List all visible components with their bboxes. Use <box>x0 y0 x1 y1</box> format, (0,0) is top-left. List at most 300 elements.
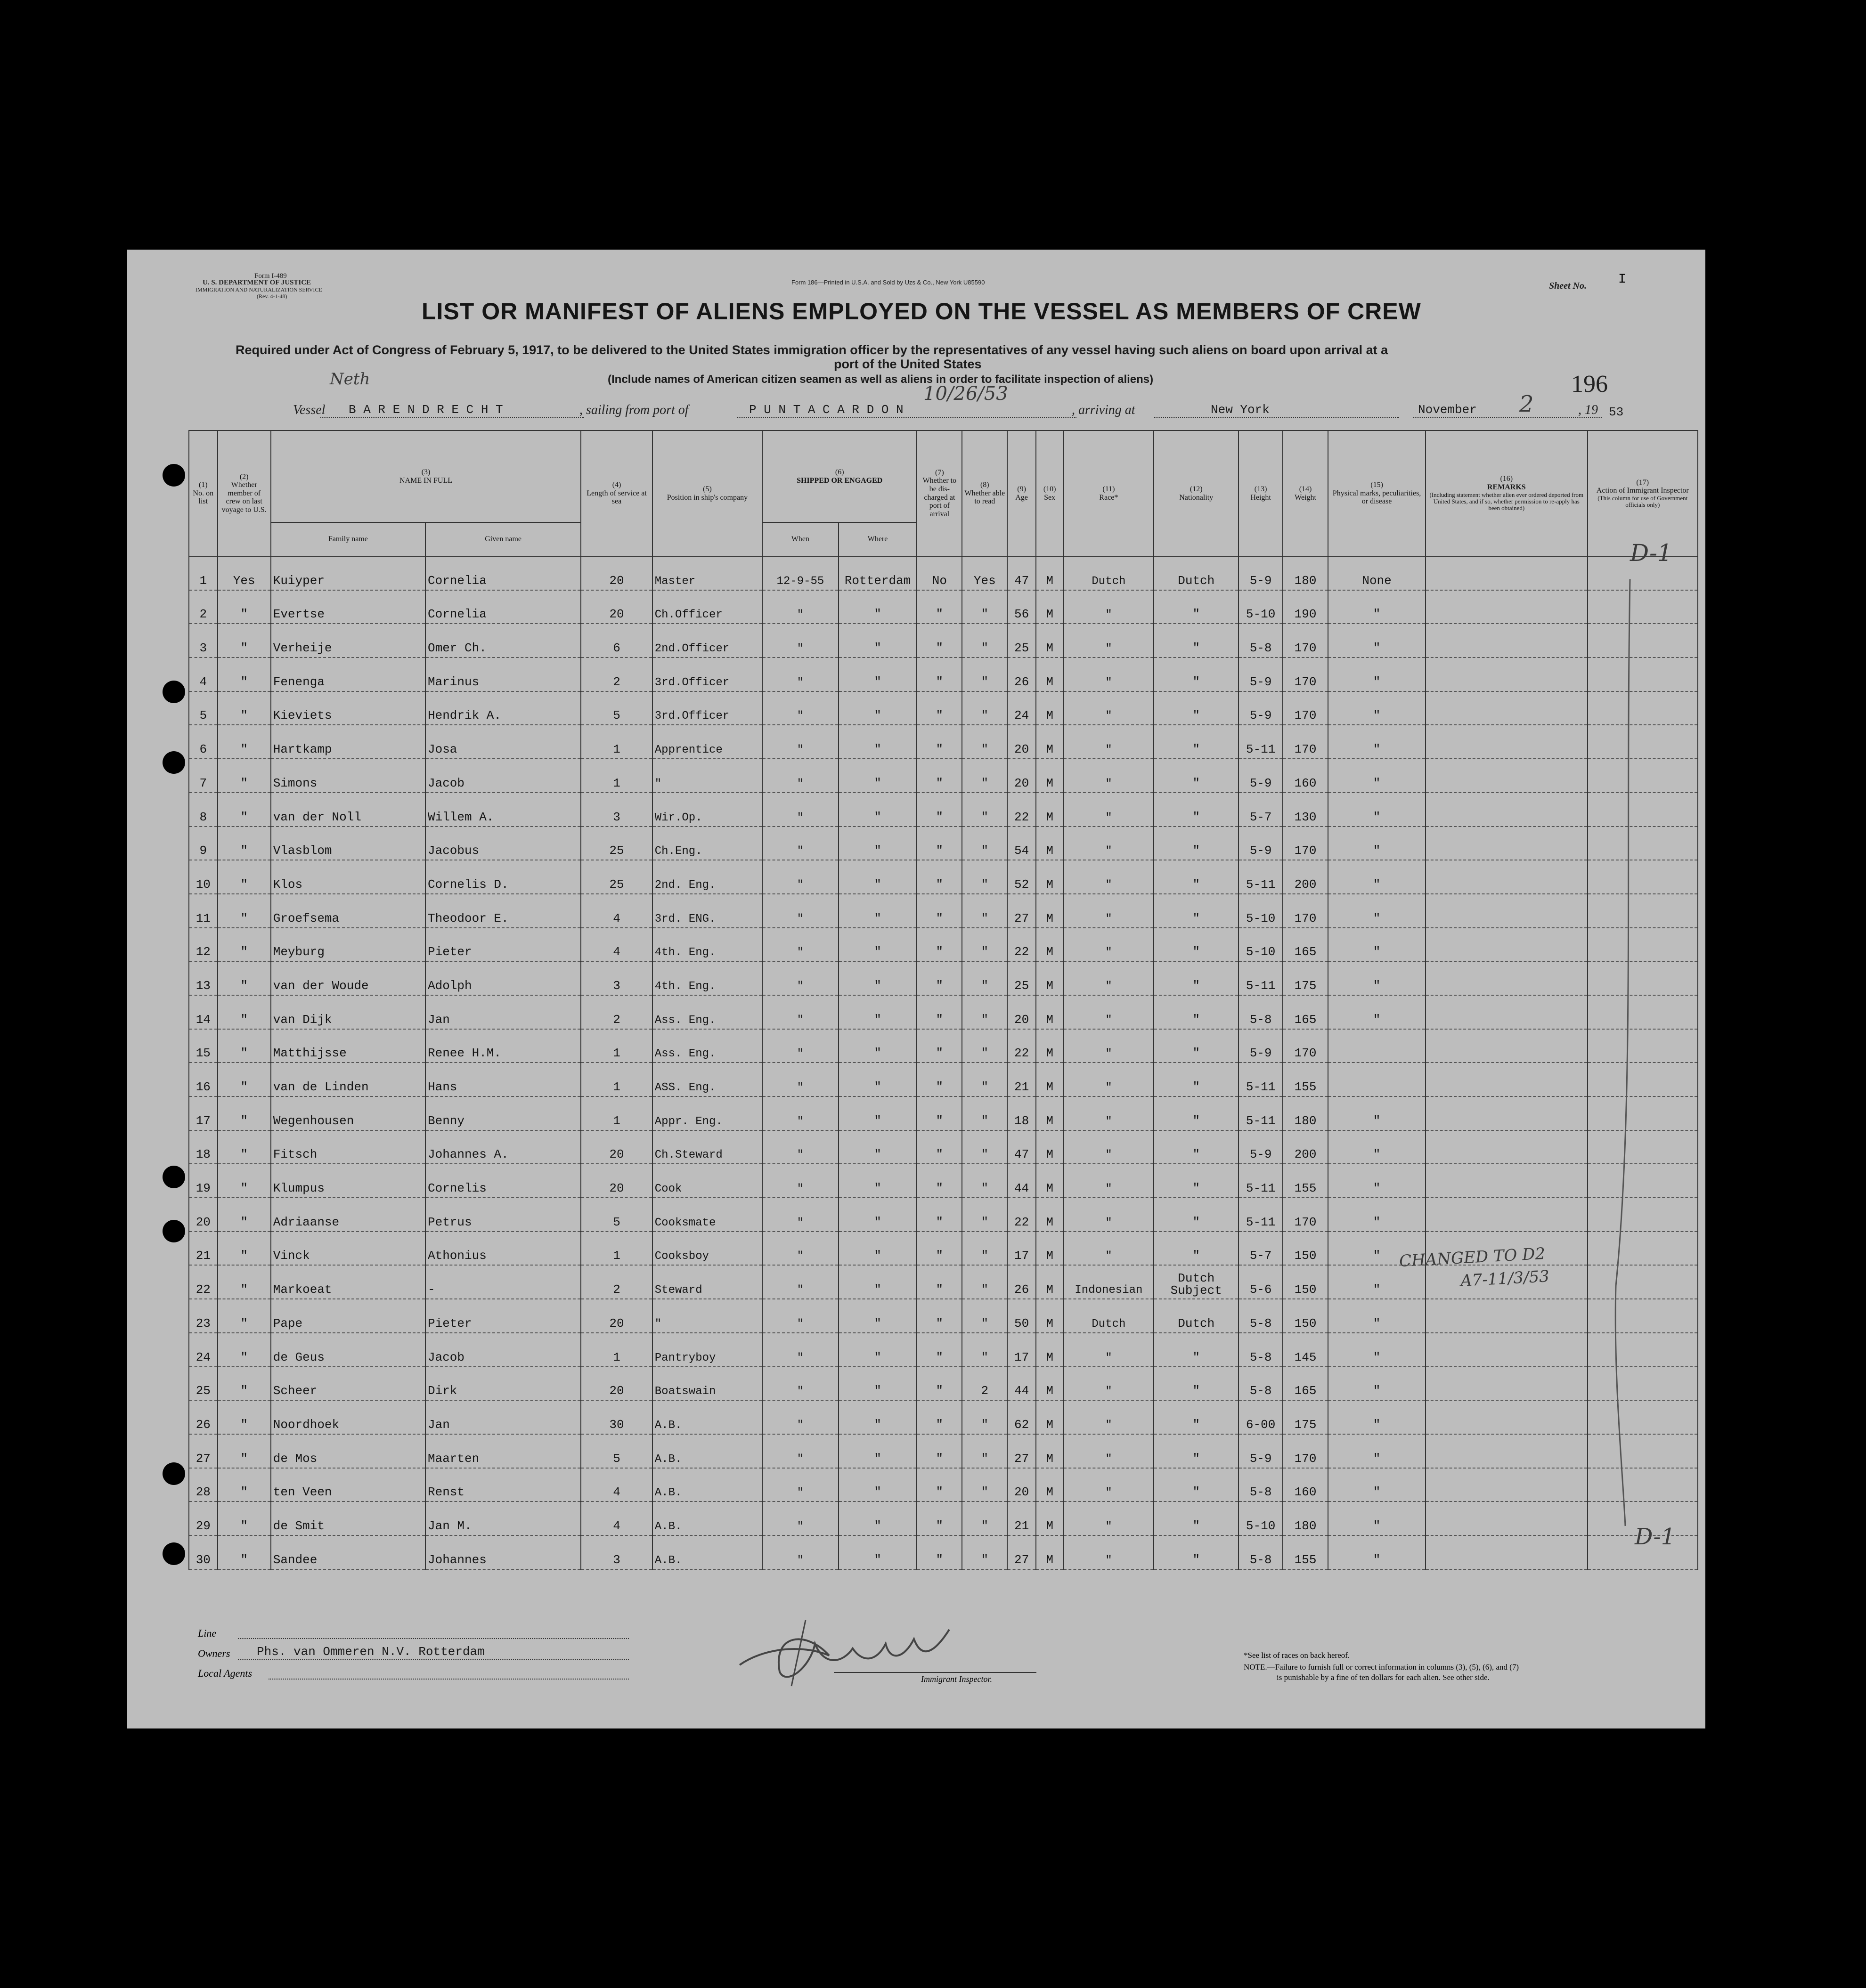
nationality-cell: " <box>1154 1501 1239 1535</box>
position-cell: 3rd.Officer <box>652 691 762 725</box>
shipped-where-cell: " <box>839 827 917 860</box>
binder-hole <box>163 464 185 487</box>
inspector-action-cell <box>1588 1063 1698 1096</box>
remarks-cell <box>1426 759 1587 793</box>
row-number-cell: 11 <box>189 894 218 928</box>
binder-hole <box>163 1220 185 1242</box>
nationality-cell: " <box>1154 793 1239 827</box>
discharged-cell: " <box>917 1130 962 1164</box>
col-header-name: (3) NAME IN FULL <box>271 430 581 522</box>
family-name-cell: Klumpus <box>271 1164 425 1198</box>
previous-voyage-cell: " <box>218 725 271 759</box>
shipped-when-cell: " <box>762 961 839 995</box>
sex-cell: M <box>1036 860 1064 894</box>
given-name-cell: Willem A. <box>425 793 581 827</box>
shipped-where-cell: " <box>839 928 917 962</box>
age-cell: 20 <box>1007 759 1036 793</box>
physical-marks-cell: " <box>1328 793 1426 827</box>
length-of-service-cell: 3 <box>581 793 652 827</box>
length-of-service-cell: 3 <box>581 961 652 995</box>
given-name-cell: Benny <box>425 1096 581 1130</box>
nationality-cell: " <box>1154 1164 1239 1198</box>
age-cell: 44 <box>1007 1367 1036 1401</box>
race-cell: " <box>1063 657 1154 691</box>
given-name-cell: Cornelia <box>425 556 581 590</box>
shipped-when-cell: " <box>762 759 839 793</box>
shipped-when-cell: " <box>762 1299 839 1333</box>
physical-marks-cell: " <box>1328 1299 1426 1333</box>
crew-row <box>189 759 1698 793</box>
physical-marks-cell: " <box>1328 827 1426 860</box>
previous-voyage-cell: " <box>218 1400 271 1434</box>
position-cell: A.B. <box>652 1535 762 1569</box>
shipped-when-cell: " <box>762 1096 839 1130</box>
race-cell: " <box>1063 624 1154 657</box>
able-to-read-cell: " <box>962 860 1007 894</box>
sex-cell: M <box>1036 827 1064 860</box>
race-cell: " <box>1063 1468 1154 1502</box>
sex-cell: M <box>1036 1333 1064 1367</box>
nationality-cell: " <box>1154 691 1239 725</box>
penalty-note-2: is punishable by a fine of ten dollars for each alien. See other side. <box>1277 1673 1490 1682</box>
crew-row <box>189 1029 1698 1063</box>
age-cell: 20 <box>1007 1468 1036 1502</box>
physical-marks-cell: None <box>1328 556 1426 590</box>
col-header-race: (11) Race* <box>1063 430 1154 556</box>
length-of-service-cell: 1 <box>581 1063 652 1096</box>
crew-row <box>189 624 1698 657</box>
shipped-where-cell: Rotterdam <box>839 556 917 590</box>
previous-voyage-cell: " <box>218 1265 271 1299</box>
row-number-cell: 7 <box>189 759 218 793</box>
physical-marks-cell <box>1328 1029 1426 1063</box>
family-name-cell: Simons <box>271 759 425 793</box>
given-name-cell: Johannes A. <box>425 1130 581 1164</box>
race-cell: " <box>1063 1232 1154 1266</box>
able-to-read-cell: " <box>962 928 1007 962</box>
weight-cell: 170 <box>1283 657 1328 691</box>
able-to-read-cell: " <box>962 1535 1007 1569</box>
shipped-where-cell: " <box>839 691 917 725</box>
previous-voyage-cell: " <box>218 1198 271 1232</box>
family-name-cell: Evertse <box>271 590 425 624</box>
form-number: Form I-489 <box>254 272 287 280</box>
age-cell: 17 <box>1007 1333 1036 1367</box>
shipped-when-cell: " <box>762 624 839 657</box>
inspector-action-cell <box>1588 894 1698 928</box>
shipped-when-cell: 12-9-55 <box>762 556 839 590</box>
inspector-action-cell <box>1588 827 1698 860</box>
remarks-cell <box>1426 793 1587 827</box>
crew-row <box>189 1400 1698 1434</box>
length-of-service-cell: 1 <box>581 1232 652 1266</box>
shipped-where-cell: " <box>839 860 917 894</box>
position-cell: Appr. Eng. <box>652 1096 762 1130</box>
nationality-cell: " <box>1154 624 1239 657</box>
age-cell: 54 <box>1007 827 1036 860</box>
length-of-service-cell: 4 <box>581 1468 652 1502</box>
length-of-service-cell: 1 <box>581 1096 652 1130</box>
row-number-cell: 2 <box>189 590 218 624</box>
shipped-when-cell: " <box>762 1063 839 1096</box>
height-cell: 5-11 <box>1239 961 1283 995</box>
physical-marks-cell: " <box>1328 1434 1426 1468</box>
physical-marks-cell: " <box>1328 961 1426 995</box>
length-of-service-cell: 1 <box>581 1333 652 1367</box>
length-of-service-cell: 1 <box>581 759 652 793</box>
sex-cell: M <box>1036 1096 1064 1130</box>
weight-cell: 170 <box>1283 894 1328 928</box>
inspector-action-bottom: D-1 <box>1635 1524 1676 1550</box>
race-cell: " <box>1063 995 1154 1029</box>
shipped-where-cell: " <box>839 1501 917 1535</box>
weight-cell: 190 <box>1283 590 1328 624</box>
subtitle-line-1: Required under Act of Congress of February 5, 1917, to be delivered to the United States immigration officer by the representatives of any vessel having such aliens on board upon arrival at a <box>236 343 1388 357</box>
nationality-cell: " <box>1154 961 1239 995</box>
position-cell: " <box>652 1299 762 1333</box>
race-cell: " <box>1063 725 1154 759</box>
race-cell: " <box>1063 793 1154 827</box>
height-cell: 5-10 <box>1239 1501 1283 1535</box>
weight-cell: 170 <box>1283 1198 1328 1232</box>
position-cell: 2nd.Officer <box>652 624 762 657</box>
shipped-where-cell: " <box>839 1164 917 1198</box>
inspector-action-cell <box>1588 1400 1698 1434</box>
family-name-cell: de Geus <box>271 1333 425 1367</box>
arriving-label: , arriving at <box>1072 403 1135 417</box>
length-of-service-cell: 20 <box>581 1130 652 1164</box>
shipped-when-cell: " <box>762 1501 839 1535</box>
position-cell: Ass. Eng. <box>652 995 762 1029</box>
given-name-cell: - <box>425 1265 581 1299</box>
row-number-cell: 13 <box>189 961 218 995</box>
weight-cell: 145 <box>1283 1333 1328 1367</box>
physical-marks-cell: " <box>1328 759 1426 793</box>
family-name-cell: Wegenhousen <box>271 1096 425 1130</box>
previous-voyage-cell: " <box>218 793 271 827</box>
shipped-where-cell: " <box>839 1096 917 1130</box>
sex-cell: M <box>1036 725 1064 759</box>
race-cell: Dutch <box>1063 556 1154 590</box>
race-cell: " <box>1063 1333 1154 1367</box>
family-name-cell: Adriaanse <box>271 1198 425 1232</box>
height-cell: 5-11 <box>1239 1096 1283 1130</box>
crew-row <box>189 691 1698 725</box>
sex-cell: M <box>1036 1299 1064 1333</box>
port-to: New York <box>1211 403 1270 417</box>
discharged-cell: " <box>917 827 962 860</box>
inspector-action-cell <box>1588 1333 1698 1367</box>
family-name-cell: Pape <box>271 1299 425 1333</box>
previous-voyage-cell: " <box>218 1096 271 1130</box>
weight-cell: 150 <box>1283 1299 1328 1333</box>
inspector-action-cell <box>1588 1130 1698 1164</box>
given-name-cell: Renst <box>425 1468 581 1502</box>
length-of-service-cell: 25 <box>581 860 652 894</box>
position-cell: A.B. <box>652 1468 762 1502</box>
col-header-physical-marks: (15) Physical marks, peculiarities, or disease <box>1328 430 1426 556</box>
row-number-cell: 18 <box>189 1130 218 1164</box>
family-name-cell: Klos <box>271 860 425 894</box>
nationality-cell: " <box>1154 1232 1239 1266</box>
position-cell: Master <box>652 556 762 590</box>
inspector-action-cell <box>1588 657 1698 691</box>
inspector-action-cell <box>1588 995 1698 1029</box>
col-header-service: (4) Length of service at sea <box>581 430 652 556</box>
length-of-service-cell: 25 <box>581 827 652 860</box>
row-number-cell: 14 <box>189 995 218 1029</box>
sex-cell: M <box>1036 1400 1064 1434</box>
remarks-cell <box>1426 827 1587 860</box>
nationality-cell: " <box>1154 827 1239 860</box>
able-to-read-cell: " <box>962 793 1007 827</box>
previous-voyage-cell: " <box>218 691 271 725</box>
row-number-cell: 30 <box>189 1535 218 1569</box>
nationality-cell: " <box>1154 1400 1239 1434</box>
inspector-action-cell <box>1588 725 1698 759</box>
length-of-service-cell: 2 <box>581 657 652 691</box>
remarks-cell <box>1426 995 1587 1029</box>
vessel-underline <box>320 417 584 418</box>
previous-voyage-cell: " <box>218 657 271 691</box>
position-cell: Ch.Eng. <box>652 827 762 860</box>
nationality-cell: " <box>1154 928 1239 962</box>
position-cell: ASS. Eng. <box>652 1063 762 1096</box>
sex-cell: M <box>1036 759 1064 793</box>
able-to-read-cell: " <box>962 1164 1007 1198</box>
inspector-action-cell <box>1588 759 1698 793</box>
weight-cell: 130 <box>1283 793 1328 827</box>
row-number-cell: 9 <box>189 827 218 860</box>
inspector-action-cell <box>1588 1198 1698 1232</box>
nationality-cell: " <box>1154 759 1239 793</box>
length-of-service-cell: 20 <box>581 1367 652 1401</box>
remarks-cell <box>1426 1333 1587 1367</box>
race-cell: " <box>1063 860 1154 894</box>
weight-cell: 165 <box>1283 1367 1328 1401</box>
subtitle-line-2: port of the United States <box>834 357 982 371</box>
shipped-when-cell: " <box>762 657 839 691</box>
col-header-nationality: (12) Nationality <box>1154 430 1239 556</box>
age-cell: 26 <box>1007 657 1036 691</box>
shipped-when-cell: " <box>762 860 839 894</box>
sex-cell: M <box>1036 624 1064 657</box>
position-cell: 3rd.Officer <box>652 657 762 691</box>
remarks-cell <box>1426 1198 1587 1232</box>
weight-cell: 170 <box>1283 725 1328 759</box>
previous-voyage-cell: Yes <box>218 556 271 590</box>
inspector-action-cell <box>1588 1232 1698 1266</box>
weight-cell: 175 <box>1283 1400 1328 1434</box>
weight-cell: 180 <box>1283 1501 1328 1535</box>
family-name-cell: van der Woude <box>271 961 425 995</box>
given-name-cell: Hans <box>425 1063 581 1096</box>
previous-voyage-cell: " <box>218 1333 271 1367</box>
length-of-service-cell: 5 <box>581 1434 652 1468</box>
inspector-action-top: D-1 <box>1630 539 1672 567</box>
nationality-cell: " <box>1154 1130 1239 1164</box>
height-cell: 6-00 <box>1239 1400 1283 1434</box>
sex-cell: M <box>1036 961 1064 995</box>
remark-changed: CHANGED TO D2 <box>1399 1244 1546 1271</box>
shipped-when-cell: " <box>762 928 839 962</box>
nationality-cell: Dutch <box>1154 1299 1239 1333</box>
weight-cell: 200 <box>1283 860 1328 894</box>
family-name-cell: Fenenga <box>271 657 425 691</box>
height-cell: 5-8 <box>1239 624 1283 657</box>
given-name-cell: Johannes <box>425 1535 581 1569</box>
weight-cell: 150 <box>1283 1265 1328 1299</box>
position-cell: A.B. <box>652 1434 762 1468</box>
inspector-action-cell <box>1588 1468 1698 1502</box>
position-cell: Wir.Op. <box>652 793 762 827</box>
discharged-cell: " <box>917 1265 962 1299</box>
shipped-when-cell: " <box>762 1400 839 1434</box>
crew-row <box>189 657 1698 691</box>
height-cell: 5-6 <box>1239 1265 1283 1299</box>
shipped-when-cell: " <box>762 1468 839 1502</box>
age-cell: 18 <box>1007 1096 1036 1130</box>
discharged-cell: " <box>917 1029 962 1063</box>
crew-row <box>189 1130 1698 1164</box>
race-cell: " <box>1063 1367 1154 1401</box>
given-name-cell: Petrus <box>425 1198 581 1232</box>
discharged-cell: " <box>917 590 962 624</box>
weight-cell: 180 <box>1283 1096 1328 1130</box>
physical-marks-cell: " <box>1328 1130 1426 1164</box>
given-name-cell: Jacobus <box>425 827 581 860</box>
weight-cell: 155 <box>1283 1063 1328 1096</box>
crew-row <box>189 1198 1698 1232</box>
age-cell: 50 <box>1007 1299 1036 1333</box>
weight-cell: 155 <box>1283 1164 1328 1198</box>
nationality-cell: Dutch <box>1154 556 1239 590</box>
shipped-when-cell: " <box>762 1367 839 1401</box>
age-cell: 20 <box>1007 725 1036 759</box>
weight-cell: 165 <box>1283 928 1328 962</box>
height-cell: 5-10 <box>1239 590 1283 624</box>
shipped-where-cell: " <box>839 759 917 793</box>
previous-voyage-cell: " <box>218 1535 271 1569</box>
height-cell: 5-9 <box>1239 556 1283 590</box>
physical-marks-cell: " <box>1328 1367 1426 1401</box>
position-cell: Cooksboy <box>652 1232 762 1266</box>
family-name-cell: Markoeat <box>271 1265 425 1299</box>
age-cell: 22 <box>1007 1198 1036 1232</box>
height-cell: 5-11 <box>1239 860 1283 894</box>
able-to-read-cell: " <box>962 894 1007 928</box>
crew-row <box>189 1367 1698 1401</box>
able-to-read-cell: " <box>962 1434 1007 1468</box>
age-cell: 27 <box>1007 1535 1036 1569</box>
remarks-cell <box>1426 1164 1587 1198</box>
position-cell: Boatswain <box>652 1367 762 1401</box>
able-to-read-cell: " <box>962 995 1007 1029</box>
height-cell: 5-9 <box>1239 1130 1283 1164</box>
remarks-cell <box>1426 1400 1587 1434</box>
age-cell: 21 <box>1007 1501 1036 1535</box>
crew-row <box>189 1299 1698 1333</box>
crew-row <box>189 556 1698 590</box>
race-cell: " <box>1063 827 1154 860</box>
sex-cell: M <box>1036 1468 1064 1502</box>
race-cell: " <box>1063 1164 1154 1198</box>
discharged-cell: " <box>917 657 962 691</box>
sex-cell: M <box>1036 1535 1064 1569</box>
crew-row <box>189 1096 1698 1130</box>
age-cell: 47 <box>1007 556 1036 590</box>
inspector-action-cell <box>1588 1164 1698 1198</box>
previous-voyage-cell: " <box>218 928 271 962</box>
sex-cell: M <box>1036 657 1064 691</box>
row-number-cell: 23 <box>189 1299 218 1333</box>
owners-value: Phs. van Ommeren N.V. Rotterdam <box>257 1645 485 1659</box>
weight-cell: 160 <box>1283 759 1328 793</box>
crew-row <box>189 1164 1698 1198</box>
position-cell: 4th. Eng. <box>652 961 762 995</box>
nationality-cell: " <box>1154 725 1239 759</box>
weight-cell: 170 <box>1283 624 1328 657</box>
height-cell: 5-7 <box>1239 793 1283 827</box>
physical-marks-cell: " <box>1328 590 1426 624</box>
col-header-sex: (10) Sex <box>1036 430 1064 556</box>
discharged-cell: " <box>917 1501 962 1535</box>
age-cell: 62 <box>1007 1400 1036 1434</box>
col-header-when: When <box>762 522 839 556</box>
position-cell: 2nd. Eng. <box>652 860 762 894</box>
sheet-label: Sheet No. <box>1549 281 1587 291</box>
age-cell: 44 <box>1007 1164 1036 1198</box>
sheet-number: I <box>1618 272 1626 287</box>
nationality-cell: " <box>1154 1096 1239 1130</box>
remarks-cell <box>1426 624 1587 657</box>
remarks-cell <box>1426 1501 1587 1535</box>
shipped-when-cell: " <box>762 1130 839 1164</box>
shipped-where-cell: " <box>839 995 917 1029</box>
position-cell: Cooksmate <box>652 1198 762 1232</box>
age-cell: 26 <box>1007 1265 1036 1299</box>
height-cell: 5-11 <box>1239 1164 1283 1198</box>
given-name-cell: Jan <box>425 995 581 1029</box>
given-name-cell: Jan <box>425 1400 581 1434</box>
inspector-action-cell <box>1588 1434 1698 1468</box>
height-cell: 5-10 <box>1239 894 1283 928</box>
family-name-cell: Fitsch <box>271 1130 425 1164</box>
given-name-cell: Jacob <box>425 1333 581 1367</box>
shipped-where-cell: " <box>839 793 917 827</box>
height-cell: 5-9 <box>1239 657 1283 691</box>
race-cell: " <box>1063 1434 1154 1468</box>
binder-hole <box>163 1542 185 1565</box>
race-cell: " <box>1063 1063 1154 1096</box>
table-header <box>189 430 1698 556</box>
sex-cell: M <box>1036 894 1064 928</box>
age-cell: 25 <box>1007 624 1036 657</box>
family-name-cell: Kieviets <box>271 691 425 725</box>
crew-row <box>189 1468 1698 1502</box>
discharged-cell: " <box>917 1400 962 1434</box>
previous-voyage-cell: " <box>218 1130 271 1164</box>
able-to-read-cell: " <box>962 691 1007 725</box>
position-cell: " <box>652 759 762 793</box>
sex-cell: M <box>1036 793 1064 827</box>
shipped-when-cell: " <box>762 1164 839 1198</box>
age-cell: 24 <box>1007 691 1036 725</box>
able-to-read-cell: " <box>962 1130 1007 1164</box>
race-cell: " <box>1063 691 1154 725</box>
weight-cell: 170 <box>1283 1434 1328 1468</box>
height-cell: 5-7 <box>1239 1232 1283 1266</box>
